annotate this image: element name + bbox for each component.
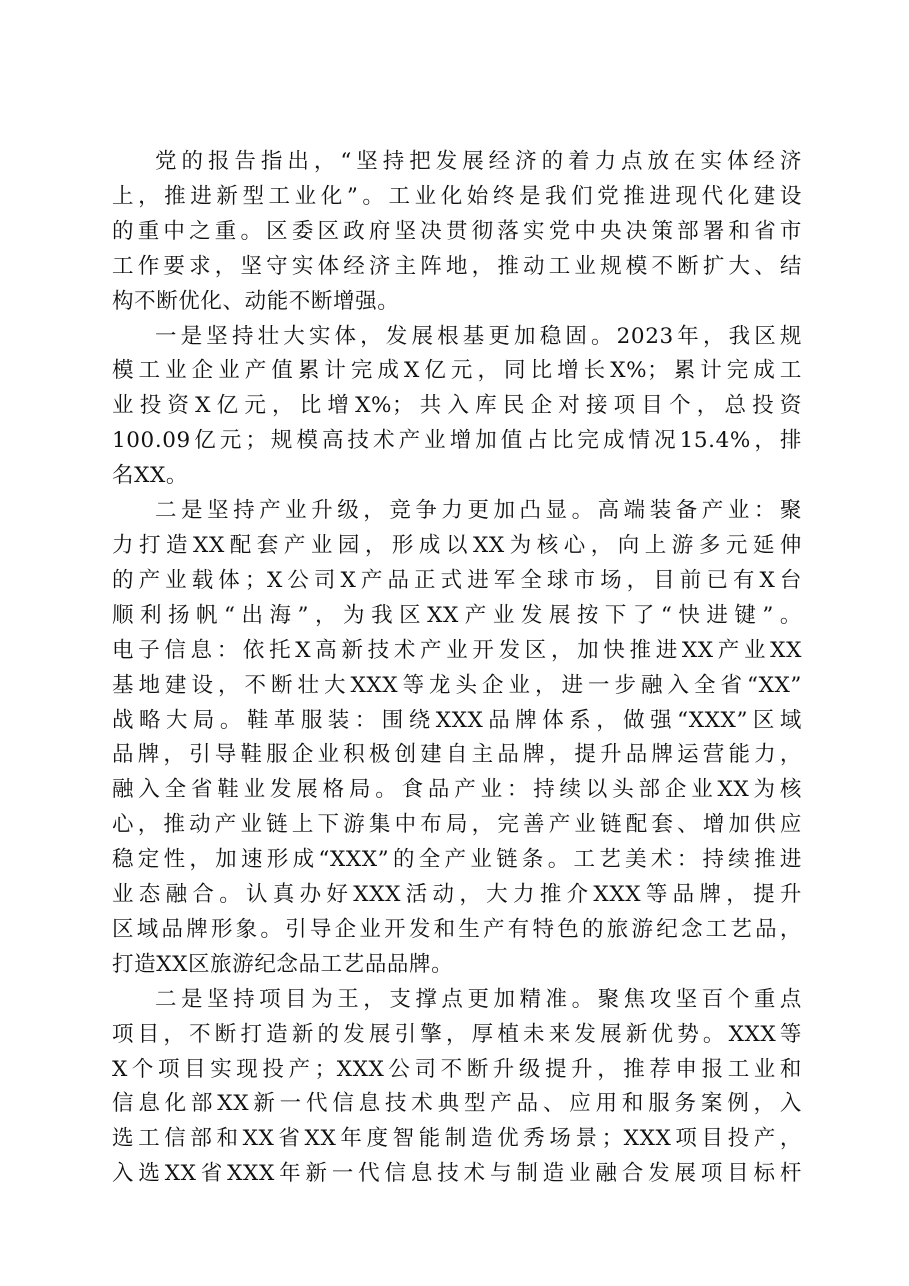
text-line: 顺利扬帆“出海”，为我区XX产业发展按下了“快进键”。 (112, 602, 802, 628)
text-line: 选工信部和XX省XX年度智能制造优秀场景；XXX项目投产， (112, 1126, 802, 1152)
text-line: 名XX。 (112, 463, 189, 489)
text-line: 工作要求，坚守实体经济主阵地，推动工业规模不断扩大、结 (112, 253, 802, 279)
paragraph-intro (112, 145, 802, 320)
text-line: 战略大局。鞋革服装：围绕XXX品牌体系，做强“XXX”区域 (112, 707, 802, 733)
text-line: 电子信息：依托X高新技术产业开发区，加快推进XX产业XX (112, 637, 802, 663)
text-line: 品牌，引导鞋服企业积极创建自主品牌，提升品牌运营能力， (112, 742, 802, 768)
text-line: 融入全省鞋业发展格局。食品产业：持续以头部企业XX为核 (112, 777, 802, 803)
text-line: 党的报告指出，“坚持把发展经济的着力点放在实体经济 (155, 149, 802, 174)
text-line: 稳定性，加速形成“XXX”的全产业链条。工艺美术：持续推进 (112, 847, 802, 873)
text-line: 二是坚持项目为王，支撑点更加精准。聚焦攻坚百个重点 (155, 986, 802, 1012)
text-line: 信息化部XX新一代信息技术典型产品、应用和服务案例，入 (112, 1091, 802, 1117)
text-line: 打造XX区旅游纪念品工艺品品牌。 (112, 951, 454, 977)
text-line: 构不断优化、动能不断增强。 (112, 288, 400, 314)
text-line: 模工业企业产值累计完成X亿元，同比增长X%；累计完成工 (112, 358, 802, 384)
document-body (112, 145, 802, 1192)
text-line: 入选XX省XXX年新一代信息技术与制造业融合发展项目标杆 (112, 1161, 802, 1187)
text-line: 基地建设，不断壮大XXX等龙头企业，进一步融入全省“XX” (112, 672, 802, 698)
text-line: 业态融合。认真办好XXX活动，大力推介XXX等品牌，提升 (112, 882, 802, 908)
text-line: 项目，不断打造新的发展引擎，厚植未来发展新优势。XXX等 (112, 1021, 802, 1047)
text-line: 业投资X亿元，比增X%；共入库民企对接项目个，总投资 (112, 393, 802, 419)
text-line: 的重中之重。区委区政府坚决贯彻落实党中央决策部署和省市 (112, 218, 802, 244)
paragraph-projects (112, 983, 802, 1192)
paragraph-entity (112, 320, 802, 495)
paragraph-industry-upgrade (112, 494, 802, 983)
text-line: 区域品牌形象。引导企业开发和生产有特色的旅游纪念工艺品， (112, 916, 802, 942)
text-line: 上，推进新型工业化”。工业化始终是我们党推进现代化建设 (112, 183, 802, 209)
text-line: 二是坚持产业升级，竞争力更加凸显。高端装备产业：聚 (155, 498, 802, 524)
text-line: 力打造XX配套产业园，形成以XX为核心，向上游多元延伸 (112, 532, 802, 558)
text-line: 的产业载体；X公司X产品正式进军全球市场，目前已有X台 (112, 567, 802, 593)
text-line: 100.09亿元；规模高技术产业增加值占比完成情况15.4%，排 (112, 428, 802, 454)
text-line: 一是坚持壮大实体，发展根基更加稳固。2023年，我区规 (155, 323, 802, 349)
text-line: X个项目实现投产；XXX公司不断升级提升，推荐申报工业和 (112, 1056, 802, 1082)
text-line: 心，推动产业链上下游集中布局，完善产业链配套、增加供应 (112, 812, 802, 838)
